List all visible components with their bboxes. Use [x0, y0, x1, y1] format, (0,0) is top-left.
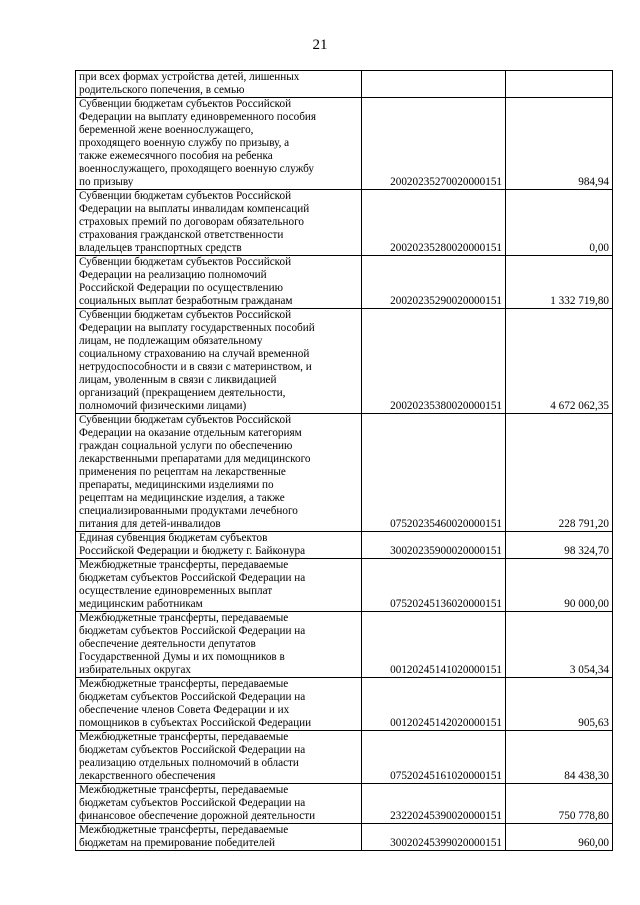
row-name: Субвенции бюджетам субъектов Российской Федерации на выплату государственных пособий лицам, не подлежащим обязательному социальному страхованию на случай временной нетрудоспособности и в связи с материнством, и лицам, уволенным в связи с ликвидацией организаций (прекращением деятельности, полномочий физическими лицами) — [76, 309, 362, 414]
row-code: 07520245161020000151 — [362, 731, 506, 784]
table-row — [76, 559, 613, 612]
table-row — [76, 309, 613, 414]
row-code: 00120245141020000151 — [362, 612, 506, 678]
row-name: при всех формах устройства детей, лишенных родительского попечения, в семью — [76, 71, 362, 98]
table-row — [76, 612, 613, 678]
row-amount: 90 000,00 — [506, 559, 613, 612]
table-row — [76, 824, 613, 851]
row-amount: 750 778,80 — [506, 784, 613, 824]
row-code — [362, 71, 506, 98]
row-amount: 98 324,70 — [506, 532, 613, 559]
row-amount: 905,63 — [506, 678, 613, 731]
row-code: 20020235270020000151 — [362, 98, 506, 190]
table-row — [76, 71, 613, 98]
row-amount: 0,00 — [506, 190, 613, 256]
row-code: 20020235290020000151 — [362, 256, 506, 309]
row-name: Субвенции бюджетам субъектов Российской Федерации на оказание отдельным категориям граждан социальной услуги по обеспечению лекарственными препаратами для медицинского применения по рецептам на лекарственные препараты, медицинскими изделиями по рецептам на медицинские изделия, а также специализированными продуктами лечебного питания для детей-инвалидов — [76, 414, 362, 532]
row-code: 00120245142020000151 — [362, 678, 506, 731]
row-name: Межбюджетные трансферты, передаваемые бюджетам субъектов Российской Федерации на обеспечение деятельности депутатов Государственной Думы и их помощников в избирательных округах — [76, 612, 362, 678]
table-row — [76, 190, 613, 256]
row-name: Межбюджетные трансферты, передаваемые бюджетам субъектов Российской Федерации на обеспечение членов Совета Федерации и их помощников в субъектах Российской Федерации — [76, 678, 362, 731]
table-row — [76, 784, 613, 824]
row-name: Межбюджетные трансферты, передаваемые бюджетам субъектов Российской Федерации на осуществление единовременных выплат медицинским работникам — [76, 559, 362, 612]
table-row — [76, 731, 613, 784]
table-row — [76, 414, 613, 532]
row-code: 20020235380020000151 — [362, 309, 506, 414]
row-amount: 84 438,30 — [506, 731, 613, 784]
table-row — [76, 532, 613, 559]
row-name: Межбюджетные трансферты, передаваемые бюджетам на премирование победителей — [76, 824, 362, 851]
row-name: Межбюджетные трансферты, передаваемые бюджетам субъектов Российской Федерации на реализацию отдельных полномочий в области лекарственного обеспечения — [76, 731, 362, 784]
row-code: 23220245390020000151 — [362, 784, 506, 824]
row-amount: 1 332 719,80 — [506, 256, 613, 309]
row-amount: 984,94 — [506, 98, 613, 190]
row-name: Межбюджетные трансферты, передаваемые бюджетам субъектов Российской Федерации на финансовое обеспечение дорожной деятельности — [76, 784, 362, 824]
table-row — [76, 678, 613, 731]
row-amount: 3 054,34 — [506, 612, 613, 678]
row-amount: 960,00 — [506, 824, 613, 851]
row-name: Единая субвенция бюджетам субъектов Российской Федерации и бюджету г. Байконура — [76, 532, 362, 559]
row-amount: 4 672 062,35 — [506, 309, 613, 414]
table-row — [76, 98, 613, 190]
table-row — [76, 256, 613, 309]
budget-table — [75, 70, 613, 851]
row-name: Субвенции бюджетам субъектов Российской Федерации на выплаты инвалидам компенсаций страховых премий по договорам обязательного страхования гражданской ответственности владельцев транспортных средств — [76, 190, 362, 256]
row-amount — [506, 71, 613, 98]
row-code: 07520235460020000151 — [362, 414, 506, 532]
row-name: Субвенции бюджетам субъектов Российской Федерации на выплату единовременного пособия беременной жене военнослужащего, проходящего военную службу по призыву, а также ежемесячного пособия на ребенка военнослужащего, проходящего военную службу по призыву — [76, 98, 362, 190]
row-amount: 228 791,20 — [506, 414, 613, 532]
row-code: 07520245136020000151 — [362, 559, 506, 612]
row-name: Субвенции бюджетам субъектов Российской Федерации на реализацию полномочий Российской Федерации по осуществлению социальных выплат безработным гражданам — [76, 256, 362, 309]
row-code: 30020235900020000151 — [362, 532, 506, 559]
page-number: 21 — [312, 37, 328, 53]
row-code: 30020245399020000151 — [362, 824, 506, 851]
row-code: 20020235280020000151 — [362, 190, 506, 256]
